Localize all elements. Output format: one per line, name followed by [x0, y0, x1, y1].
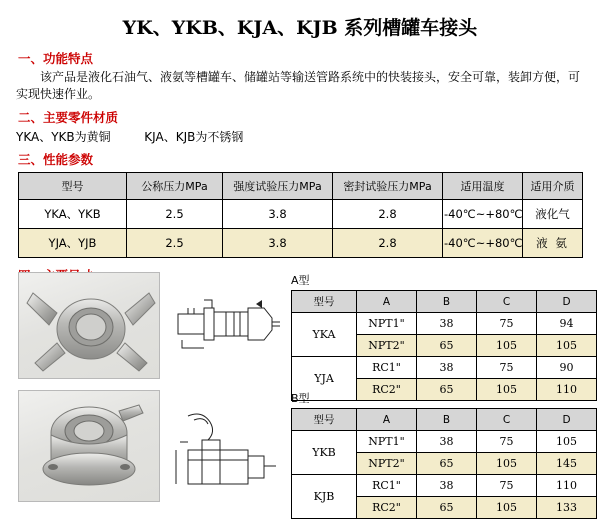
coupling-photo-b [18, 390, 160, 502]
cell-b: 38 [417, 475, 477, 497]
cell-c: 75 [477, 431, 537, 453]
table-header-row [292, 291, 597, 313]
section-heading-performance: 三、性能参数 [18, 152, 94, 167]
cell-temperature: -40℃~+80℃ [443, 229, 523, 258]
cell-model: YKB [292, 431, 357, 475]
cell-d: 145 [537, 453, 597, 475]
cell-model: YJA、YJB [19, 229, 127, 258]
coupling-drawing-a-graphic [168, 278, 283, 373]
cell-seal-test: 2.8 [333, 229, 443, 258]
coupling-drawing-a [168, 278, 283, 373]
cell-b: 65 [417, 453, 477, 475]
cell-a: NPT2" [357, 335, 417, 357]
coupling-drawing-b [168, 396, 283, 496]
cell-a: NPT1" [357, 313, 417, 335]
table-row [292, 431, 597, 453]
cell-c: 105 [477, 335, 537, 357]
cell-seal-test: 2.8 [333, 200, 443, 229]
cell-a: RC1" [357, 475, 417, 497]
cell-b: 65 [417, 497, 477, 519]
col-header-a: A [357, 291, 417, 313]
col-header-c: C [477, 291, 537, 313]
cell-a: NPT1" [357, 431, 417, 453]
cell-b: 65 [417, 379, 477, 401]
material-stainless: KJA、KJB为不锈钢 [144, 130, 244, 144]
cell-d: 133 [537, 497, 597, 519]
cell-c: 105 [477, 453, 537, 475]
cell-b: 38 [417, 431, 477, 453]
cell-nominal-pressure: 2.5 [127, 200, 223, 229]
dim-table-b-block [291, 390, 597, 519]
coupling-photo-b-graphic [19, 391, 159, 501]
cell-a: RC2" [357, 379, 417, 401]
col-header-model: 型号 [292, 291, 357, 313]
section-heading-features: 一、功能特点 [18, 51, 94, 66]
col-header-b: B [417, 409, 477, 431]
cell-d: 94 [537, 313, 597, 335]
cell-a: RC2" [357, 497, 417, 519]
cell-a: NPT2" [357, 453, 417, 475]
cell-b: 65 [417, 335, 477, 357]
col-header-seal-test: 密封试验压力MPa [333, 173, 443, 200]
cell-d: 110 [537, 475, 597, 497]
cell-strength-test: 3.8 [223, 229, 333, 258]
dimension-table-b [291, 408, 597, 519]
dim-table-a-label: A型 [291, 274, 310, 287]
cell-model: YKA [292, 313, 357, 357]
cell-nominal-pressure: 2.5 [127, 229, 223, 258]
coupling-photo-a [18, 272, 160, 379]
cell-b: 38 [417, 357, 477, 379]
coupling-photo-a-graphic [19, 273, 159, 378]
coupling-drawing-b-graphic [168, 396, 283, 496]
cell-c: 75 [477, 357, 537, 379]
dim-table-b-label: B型 [291, 392, 310, 405]
cell-d: 105 [537, 335, 597, 357]
features-paragraph: 该产品是液化石油气、液氨等槽罐车、储罐站等输送管路系统中的快装接头，安全可靠，装卸方便，可实现快速作业。 [16, 70, 581, 101]
material-brass: YKA、YKB为黄铜 [16, 130, 111, 144]
table-header-row [292, 409, 597, 431]
performance-table [18, 172, 583, 258]
table-row [292, 313, 597, 335]
cell-strength-test: 3.8 [223, 200, 333, 229]
table-row [19, 229, 583, 258]
cell-medium: 液化气 [523, 200, 583, 229]
table-row [292, 357, 597, 379]
col-header-model: 型号 [292, 409, 357, 431]
table-header-row [19, 173, 583, 200]
col-header-b: B [417, 291, 477, 313]
materials-line [16, 128, 600, 145]
cell-model: YJA [292, 357, 357, 401]
cell-medium: 液 氨 [523, 229, 583, 258]
cell-temperature: -40℃~+80℃ [443, 200, 523, 229]
section-heading-materials: 二、主要零件材质 [18, 110, 119, 125]
col-header-a: A [357, 409, 417, 431]
col-header-strength-test: 强度试验压力MPa [223, 173, 333, 200]
cell-c: 105 [477, 379, 537, 401]
dim-table-a-block [291, 272, 597, 401]
dimension-table-a [291, 290, 597, 401]
cell-d: 105 [537, 431, 597, 453]
cell-a: RC1" [357, 357, 417, 379]
col-header-d: D [537, 291, 597, 313]
cell-c: 75 [477, 313, 537, 335]
col-header-c: C [477, 409, 537, 431]
cell-d: 90 [537, 357, 597, 379]
col-header-model: 型号 [19, 173, 127, 200]
cell-d: 110 [537, 379, 597, 401]
col-header-medium: 适用介质 [523, 173, 583, 200]
cell-b: 38 [417, 313, 477, 335]
cell-c: 105 [477, 497, 537, 519]
cell-c: 75 [477, 475, 537, 497]
table-row [292, 475, 597, 497]
table-row [19, 200, 583, 229]
col-header-nominal-pressure: 公称压力MPa [127, 173, 223, 200]
cell-model: YKA、YKB [19, 200, 127, 229]
col-header-d: D [537, 409, 597, 431]
col-header-temperature: 适用温度 [443, 173, 523, 200]
page-title: YK、YKB、KJA、KJB 系列槽罐车接头 [122, 17, 478, 39]
cell-model: KJB [292, 475, 357, 519]
